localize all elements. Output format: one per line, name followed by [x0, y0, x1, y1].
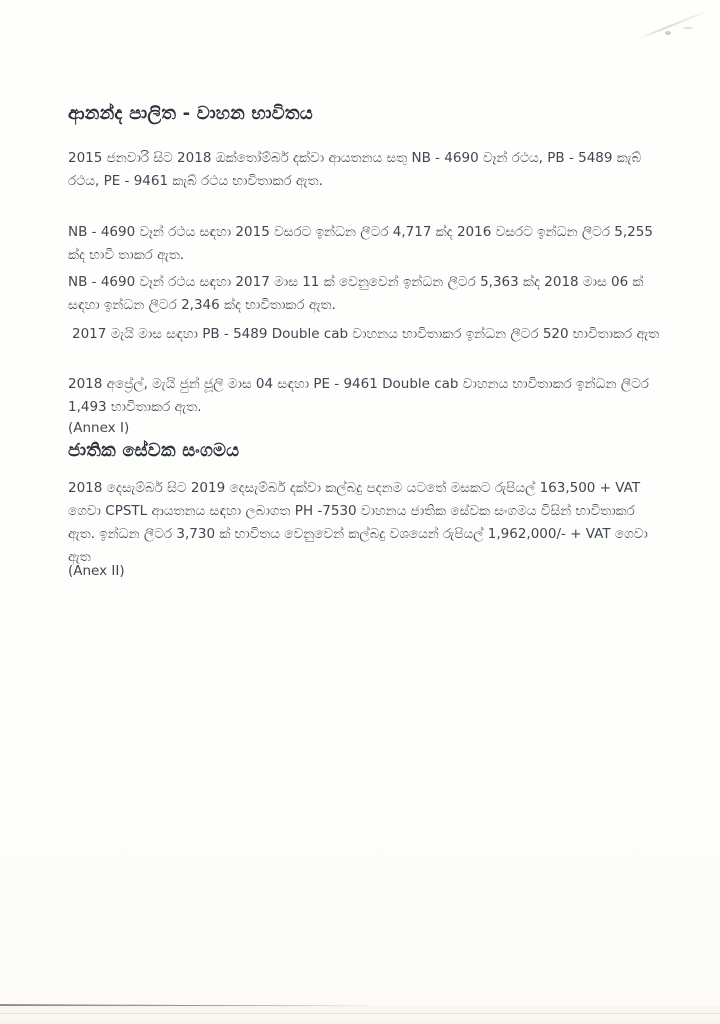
annex-note-1: (Annex I)	[68, 420, 130, 436]
paragraph: NB - 4690 වෑන් රථය සඳහා 2017 මාස 11 ක් වෙනුවෙන් ඉන්ධන ලීටර 5,363 ක්ද 2018 මාස 06 ක් සඳහා ඉන්ධන ලීටර 2,346 ක්ද භාවිතාකර ඇත.	[68, 274, 644, 313]
fold-crease-mark	[638, 9, 711, 40]
annex-note-2: (Anex II)	[68, 563, 125, 579]
paragraph: 2018 දෙසැම්බර් සිට 2019 දෙසැම්බර් දක්වා කල්බදු පදනම යටතේ මසකට රුපියල් 163,500 + VAT ගෙවා CPSTL ආයතනය සඳහා ලබාගත PH -7530 වාහනය ජාතික සේවක සංගමය විසින් භාවිතාකර ඇත. ඉන්ධන ලීටර 3,730 ක් භාවිතය වෙනුවෙන් කල්බදු වශයෙන් රුපියල් 1,962,000/- + VAT ගෙවා ඇත	[68, 480, 648, 565]
paragraph: 2017 මැයි මාස සඳහා PB - 5489 Double cab වාහනය භාවිතාකර ඉන්ධන ලීටර 520 භාවිතාකර ඇත	[72, 326, 660, 342]
scan-speck	[683, 27, 693, 29]
section-2-heading: ජාතික සේවක සංගමය	[68, 440, 240, 461]
paragraph: 2018 අප්‍රේල්, මැයි ජුන් ජූලි මාස 04 සඳහා PE - 9461 Double cab වාහනය භාවිතාකර ඉන්ධන ලීටර 1,493 භාවිතාකර ඇත.	[68, 376, 649, 415]
section-1-heading: ආනන්ද පාලිත - වාහන භාවිතය	[68, 103, 313, 124]
scanner-background-strip	[0, 1006, 720, 1024]
scan-speck	[665, 31, 671, 35]
paragraph: NB - 4690 වෑන් රථය සඳහා 2015 වසරට ඉන්ධන ලීටර 4,717 ක්ද 2016 වසරට ඉන්ධන ලීටර 5,255 ක්ද භාවි තාකර ඇත.	[68, 224, 653, 263]
paragraph: 2015 ජනවාරි සිට 2018 ඔක්තෝම්බර් දක්වා ආයතනය සතු NB - 4690 වෑන් රථය, PB - 5489 කැබ් රථය, PE - 9461 කැබ් රථය භාවිතාකර ඇත.	[68, 150, 642, 189]
scanner-background-line	[0, 1013, 720, 1014]
